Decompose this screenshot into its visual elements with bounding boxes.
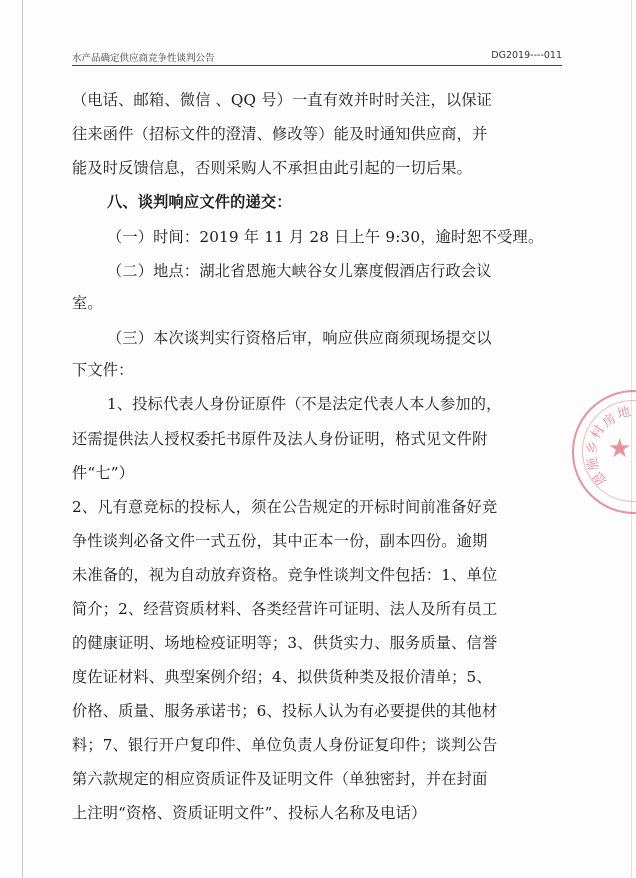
body-line: （电话、邮箱、微信 、QQ 号）一直有效并时时关注，以保证 (72, 91, 493, 109)
section-heading: 八、谈判响应文件的递交： (107, 193, 292, 211)
body-line: 2、凡有意竞标的投标人，须在公告规定的开标时间前准备好竞 (72, 498, 498, 516)
body-line: 能及时反馈信息，否则采购人不承担由此引起的一切后果。 (72, 159, 473, 177)
page-header (72, 49, 562, 65)
page-left-edge (22, 0, 23, 878)
stamp-char: 施 (584, 455, 603, 472)
body-line: 1、投标代表人身份证原件（不是法定代表人本人参加的， (107, 395, 502, 413)
body-line: 未准备的，视为自动放弃资格。竞争性谈判文件包括：1、单位 (72, 566, 498, 584)
body-line: 第六款规定的相应资质证件及证明文件（单独密封，并在封面 (72, 770, 488, 788)
body-line: （三）本次谈判实行资格后审，响应供应商须现场提交以 (107, 329, 492, 347)
header-rule (72, 65, 562, 66)
stamp-char: 村 (588, 423, 609, 443)
body-line: 下文件： (72, 361, 134, 379)
stamp-text-arc (584, 392, 636, 512)
body-line: （一）时间：2019 年 11 月 28 日上午 9:30，逾时恕不受理。 (107, 228, 544, 246)
body-line: 的健康证明、场地检疫证明等；3、供货实力、服务质量、信誉 (72, 634, 498, 652)
body-line: 上注明“资格、资质证明文件”、投标人名称及电话） (72, 804, 427, 822)
stamp-star-icon: ★ (608, 434, 632, 464)
body-line: 价格、质量、服务承诺书；6、投标人认为有必要提供的其他材 (72, 702, 498, 720)
header-code: DG2019----011 (491, 50, 562, 61)
body-line: 度佐证材料、典型案例介绍；4、拟供货种类及报价清单；5、 (72, 668, 492, 686)
body-line: 室。 (72, 294, 103, 312)
stamp-char: 乡 (584, 440, 602, 456)
body-line: 争性谈判必备文件一式五份，其中正本一份，副本四份。逾期 (72, 532, 488, 550)
body-line: 还需提供法人授权委托书原件及法人身份证明，格式见文件附 (72, 430, 488, 448)
body-line: 料；7、银行开户复印件、单位负责人身份证复印件；谈判公告 (72, 736, 498, 754)
body-line: 往来函件（招标文件的澄清、修改等）能及时通知供应商，并 (72, 125, 488, 143)
body-line: 件“七”） (72, 464, 135, 482)
body-line: （二）地点：湖北省恩施大峡谷女儿寨度假酒店行政会议 (107, 262, 492, 280)
header-title: 水产品确定供应商竞争性谈判公告 (72, 53, 215, 64)
stamp-char: 房 (599, 411, 619, 431)
body-line: 简介；2、经营资质材料、各类经营许可证明、法人及所有员工 (72, 600, 498, 618)
stamp-char: 恩 (590, 468, 610, 489)
stamp-char: 地 (615, 404, 632, 423)
red-seal-stamp (572, 390, 636, 514)
